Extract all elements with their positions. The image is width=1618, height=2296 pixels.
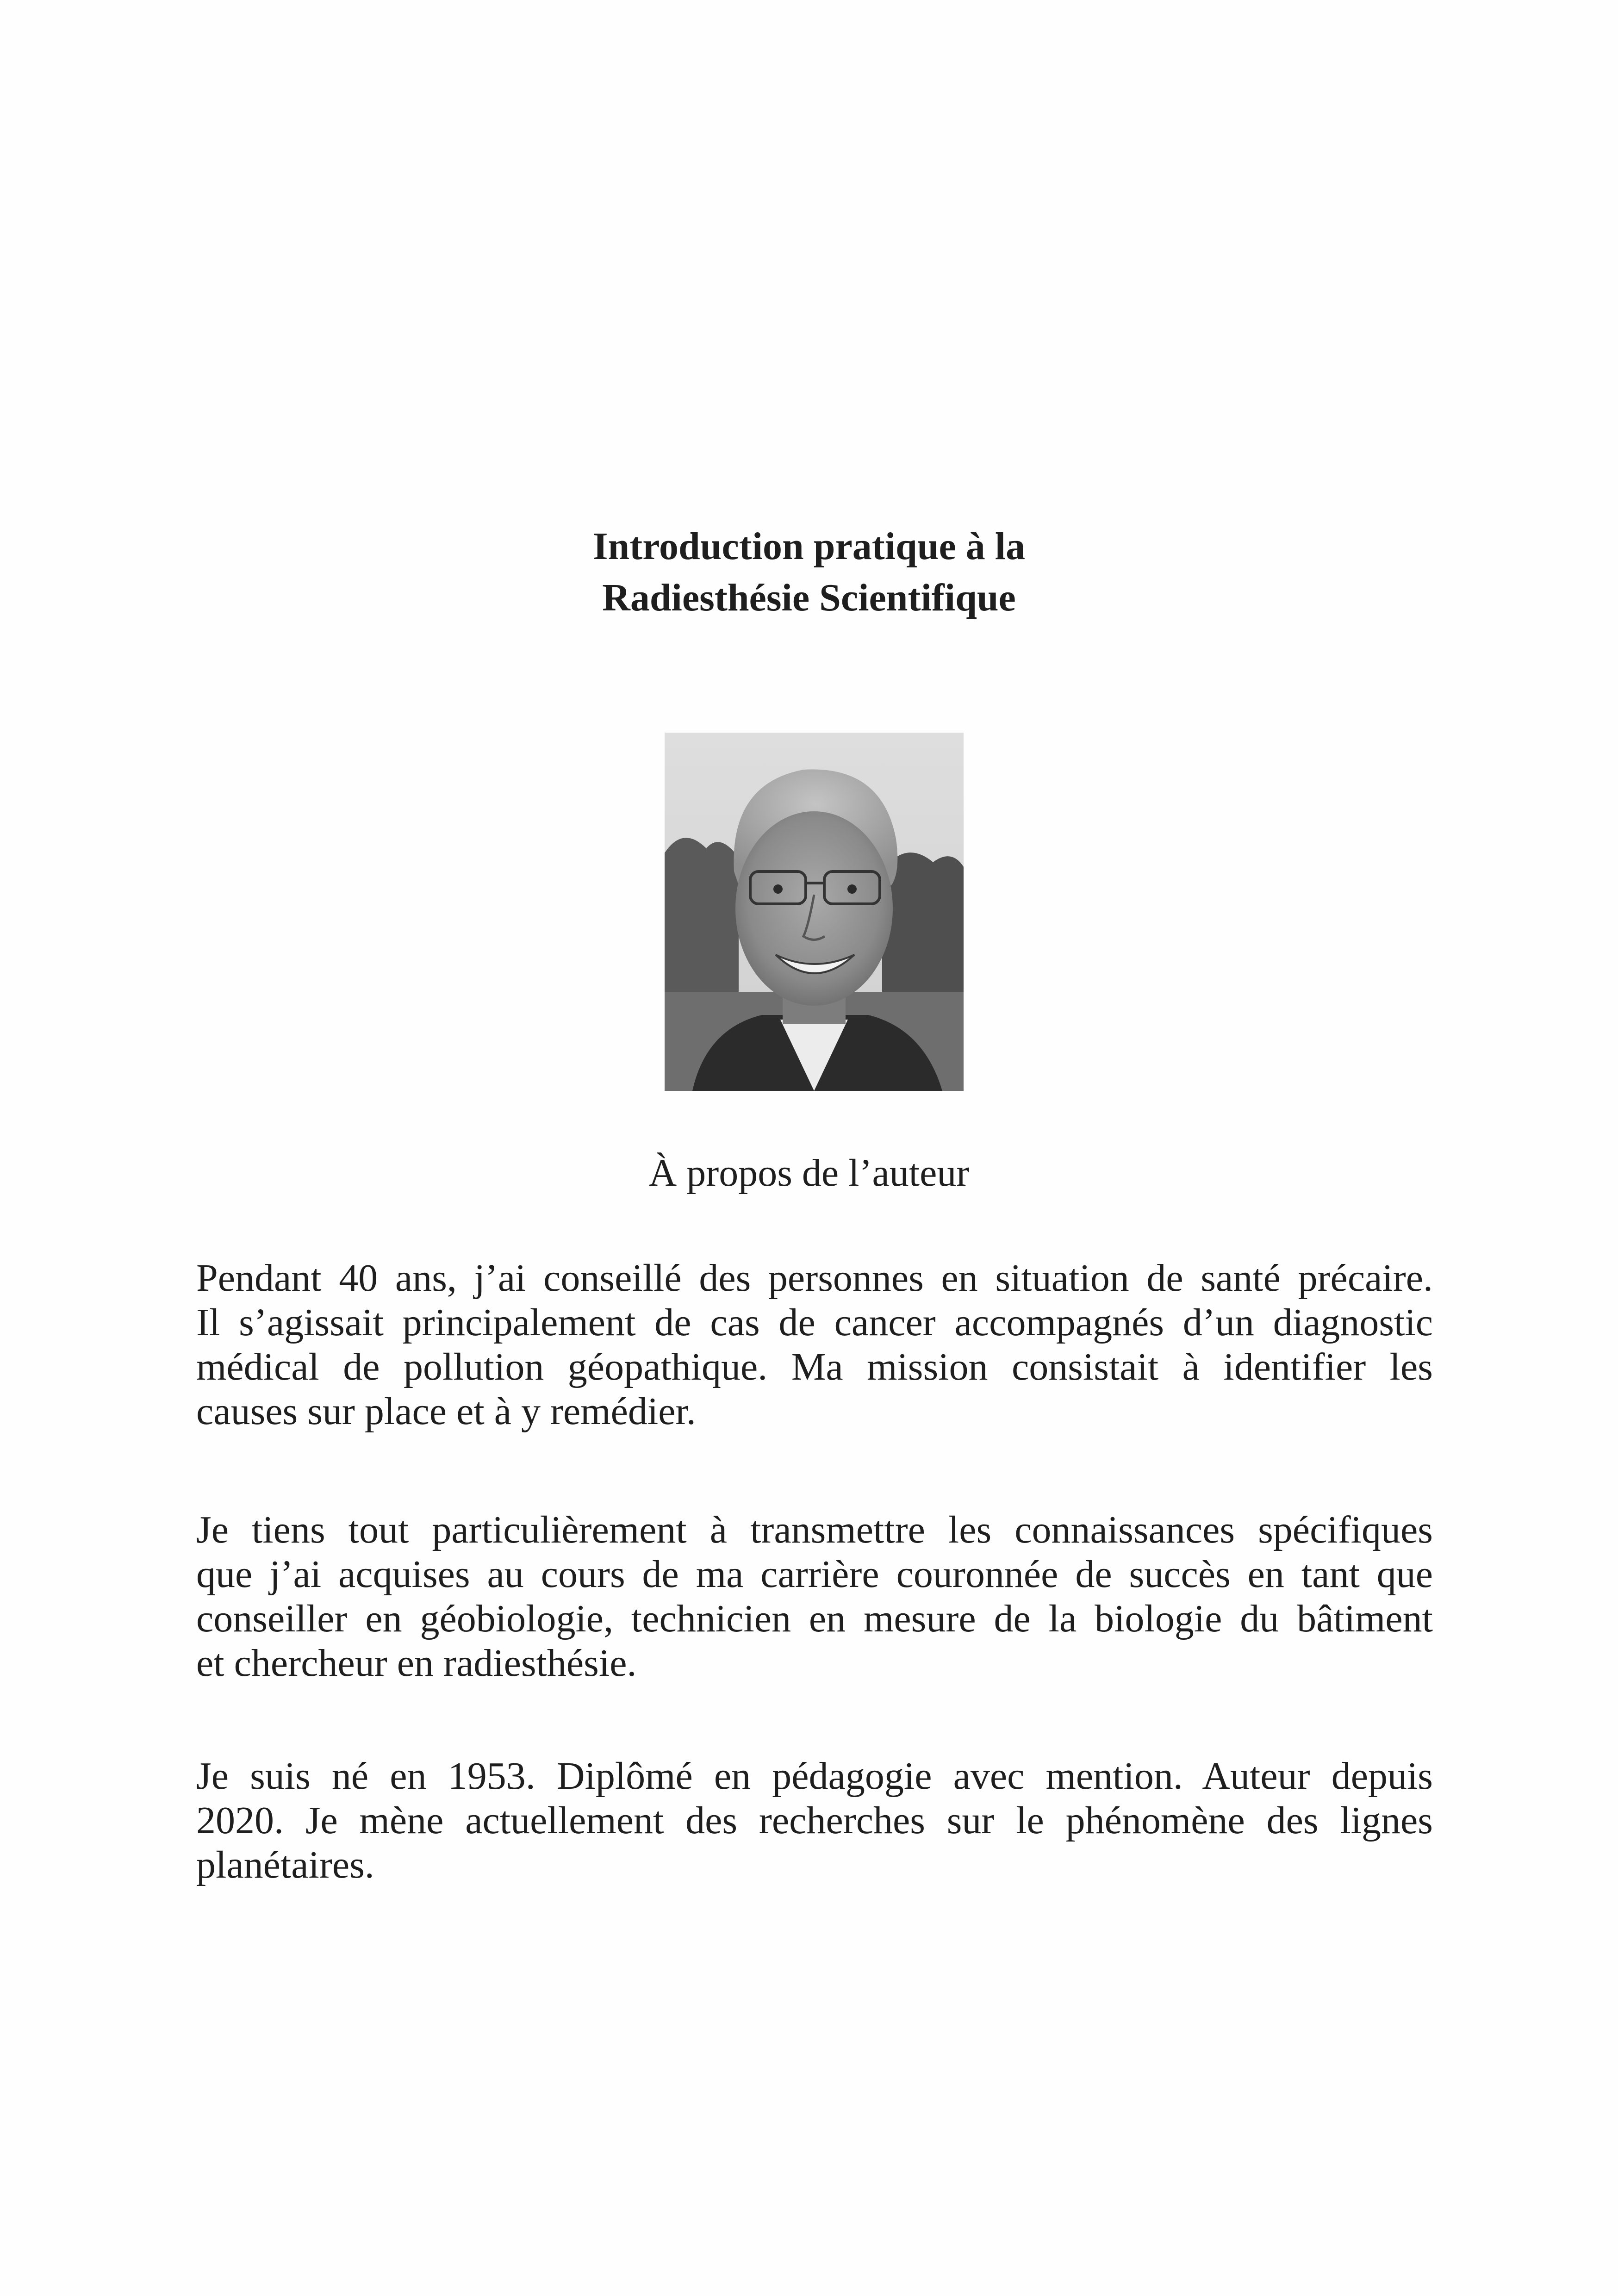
paragraph-line: Je suis né en 1953. Diplômé en pédagogie avec mention. Auteur depuis: [196, 1755, 1433, 1798]
paragraph-line: Il s’agissait principalement de cas de cancer accompagnés d’un diagnostic: [196, 1301, 1433, 1344]
paragraph-line: médical de pollution géopathique. Ma mission consistait à identifier les: [196, 1345, 1433, 1388]
paragraph-line: causes sur place et à y remédier.: [196, 1390, 696, 1433]
paragraph-career: [196, 1256, 1433, 1434]
book-title-line-2: Radiesthésie Scientifique: [602, 576, 1016, 619]
book-title: [0, 521, 1618, 623]
book-title-line-1: Introduction pratique à la: [592, 525, 1026, 568]
paragraph-line: conseiller en géobiologie, technicien en mesure de la biologie du bâtiment: [196, 1597, 1433, 1640]
paragraph-line: Je tiens tout particulièrement à transmettre les connaissances spécifiques: [196, 1508, 1433, 1551]
paragraph-knowledge: [196, 1508, 1433, 1686]
author-portrait-image: [665, 733, 964, 1091]
author-portrait: [665, 733, 964, 1091]
paragraph-line: que j’ai acquises au cours de ma carrière couronnée de succès en tant que: [196, 1553, 1433, 1596]
paragraph-line: Pendant 40 ans, j’ai conseillé des personnes en situation de santé précaire.: [196, 1257, 1433, 1300]
paragraph-line: 2020. Je mène actuellement des recherches sur le phénomène des lignes: [196, 1799, 1433, 1842]
paragraph-line: et chercheur en radiesthésie.: [196, 1642, 637, 1685]
paragraph-line: planétaires.: [196, 1843, 374, 1886]
paragraph-biography: [196, 1754, 1433, 1887]
section-heading: À propos de l’auteur: [648, 1151, 970, 1195]
